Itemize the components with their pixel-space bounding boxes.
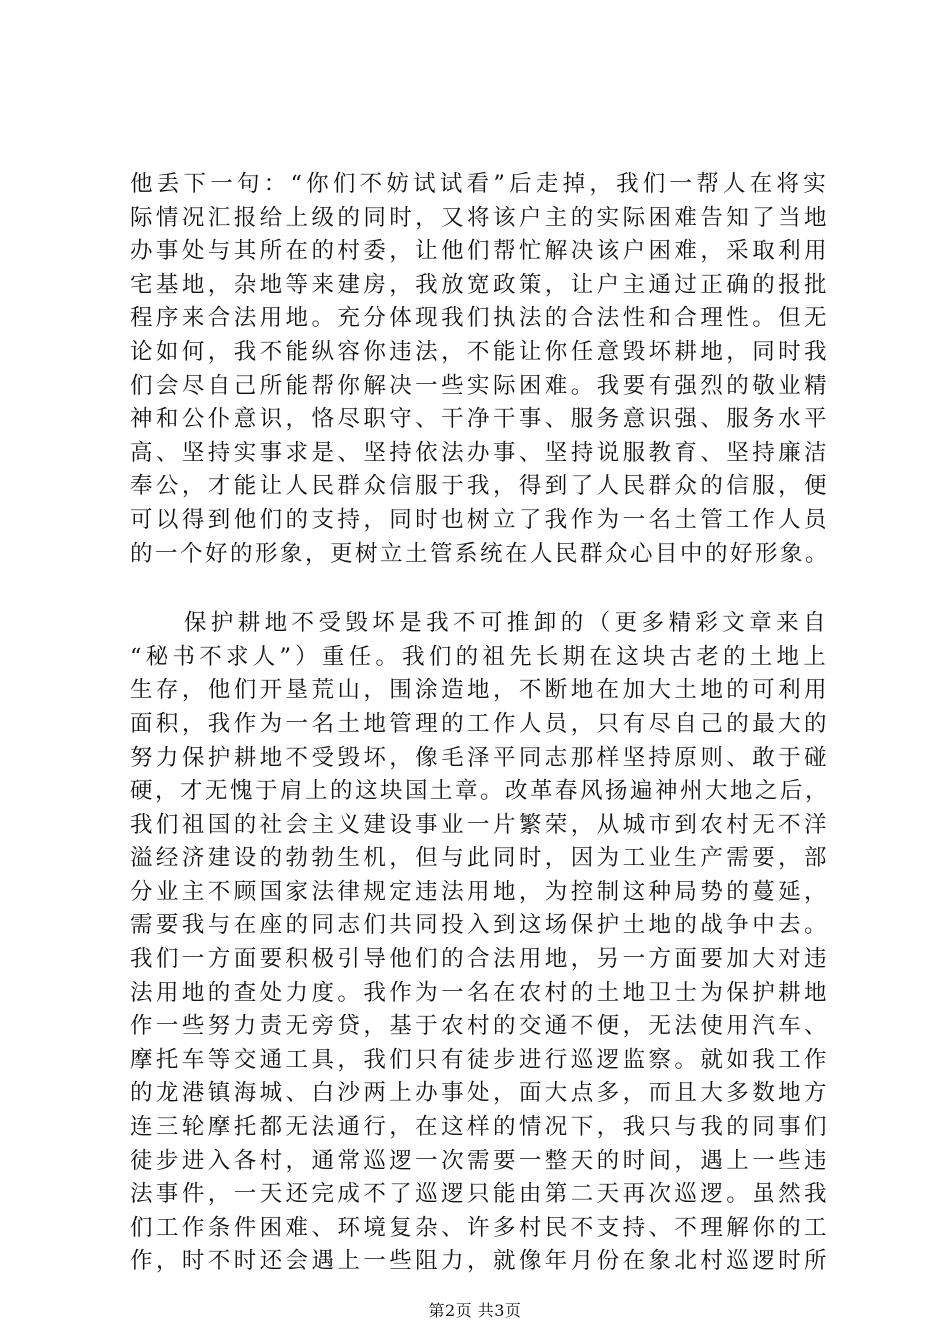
text-line: 际情况汇报给上级的同时，又将该户主的实际困难告知了当地: [130, 204, 830, 231]
document-body: [130, 168, 830, 1279]
text-line: 生存，他们开垦荒山，围涂造地，不断地在加大土地的可利用: [130, 677, 830, 704]
text-line: 们工作条件困难、环境复杂、许多村民不支持、不理解你的工: [130, 1214, 830, 1241]
text-line: 高、坚持实事求是、坚持依法办事、坚持说服教育、坚持廉洁: [130, 439, 830, 466]
text-line: 的一个好的形象，更树立土管系统在人民群众心目中的好形象。: [130, 540, 830, 567]
text-line: 办事处与其所在的村委，让他们帮忙解决该户困难，采取利用: [130, 238, 830, 265]
text-line: 作一些努力责无旁贷，基于农村的交通不便，无法使用汽车、: [130, 1013, 830, 1040]
text-line: 保护耕地不受毁坏是我不可推卸的（更多精彩文章来自: [130, 610, 830, 637]
text-line: 可以得到他们的支持，同时也树立了我作为一名土管工作人员: [130, 506, 830, 533]
text-line: 宅基地，杂地等来建房，我放宽政策，让户主通过正确的报批: [130, 271, 830, 298]
text-line: 分业主不顾国家法律规定违法用地，为控制这种局势的蔓延，: [130, 878, 830, 905]
text-line: 论如何，我不能纵容你违法，不能让你任意毁坏耕地，同时我: [130, 338, 830, 365]
text-line: 他丢下一句：“你们不妨试试看”后走掉，我们一帮人在将实: [130, 171, 830, 197]
text-line: 的龙港镇海城、白沙两上办事处，面大点多，而且大多数地方: [130, 1080, 830, 1107]
text-line: “秘书不求人”）重任。我们的祖先长期在这块古老的土地上: [130, 643, 830, 670]
text-line: 摩托车等交通工具，我们只有徒步进行巡逻监察。就如我工作: [130, 1046, 830, 1073]
page-number-footer: 第2页 共3页: [428, 1301, 522, 1320]
paragraph-2: [130, 607, 830, 1279]
text-line: 硬，才无愧于肩上的这块国土章。改革春风扬遍神州大地之后，: [130, 778, 830, 805]
text-line: 溢经济建设的勃勃生机，但与此同时，因为工业生产需要，部: [130, 845, 830, 872]
text-line: 法事件，一天还完成不了巡逻只能由第二天再次巡逻。虽然我: [130, 1181, 830, 1208]
text-line: 需要我与在座的同志们共同投入到这场保护土地的战争中去。: [130, 912, 830, 939]
paragraph-1: [130, 168, 830, 571]
text-line: 神和公仆意识，恪尽职守、干净干事、服务意识强、服务水平: [130, 406, 830, 433]
text-line: 连三轮摩托都无法通行，在这样的情况下，我只与我的同事们: [130, 1114, 830, 1141]
text-line: 作，时不时还会遇上一些阻力，就像年月份在象北村巡逻时所: [130, 1248, 830, 1275]
text-line: 我们祖国的社会主义建设事业一片繁荣，从城市到农村无不洋: [130, 811, 830, 838]
text-line: 努力保护耕地不受毁坏，像毛泽平同志那样坚持原则、敢于碰: [130, 744, 830, 771]
text-line: 奉公，才能让人民群众信服于我，得到了人民群众的信服，便: [130, 473, 830, 500]
text-line: 面积，我作为一名土地管理的工作人员，只有尽自己的最大的: [130, 710, 830, 737]
text-line: 程序来合法用地。充分体现我们执法的合法性和合理性。但无: [130, 305, 830, 332]
paragraph-spacer: [130, 571, 830, 607]
text-line: 我们一方面要积极引导他们的合法用地，另一方面要加大对违: [130, 946, 830, 973]
text-line: 法用地的查处力度。我作为一名在农村的土地卫士为保护耕地: [130, 979, 830, 1006]
text-line: 们会尽自己所能帮你解决一些实际困难。我要有强烈的敬业精: [130, 372, 830, 399]
text-line: 徒步进入各村，通常巡逻一次需要一整天的时间，遇上一些违: [130, 1147, 830, 1174]
